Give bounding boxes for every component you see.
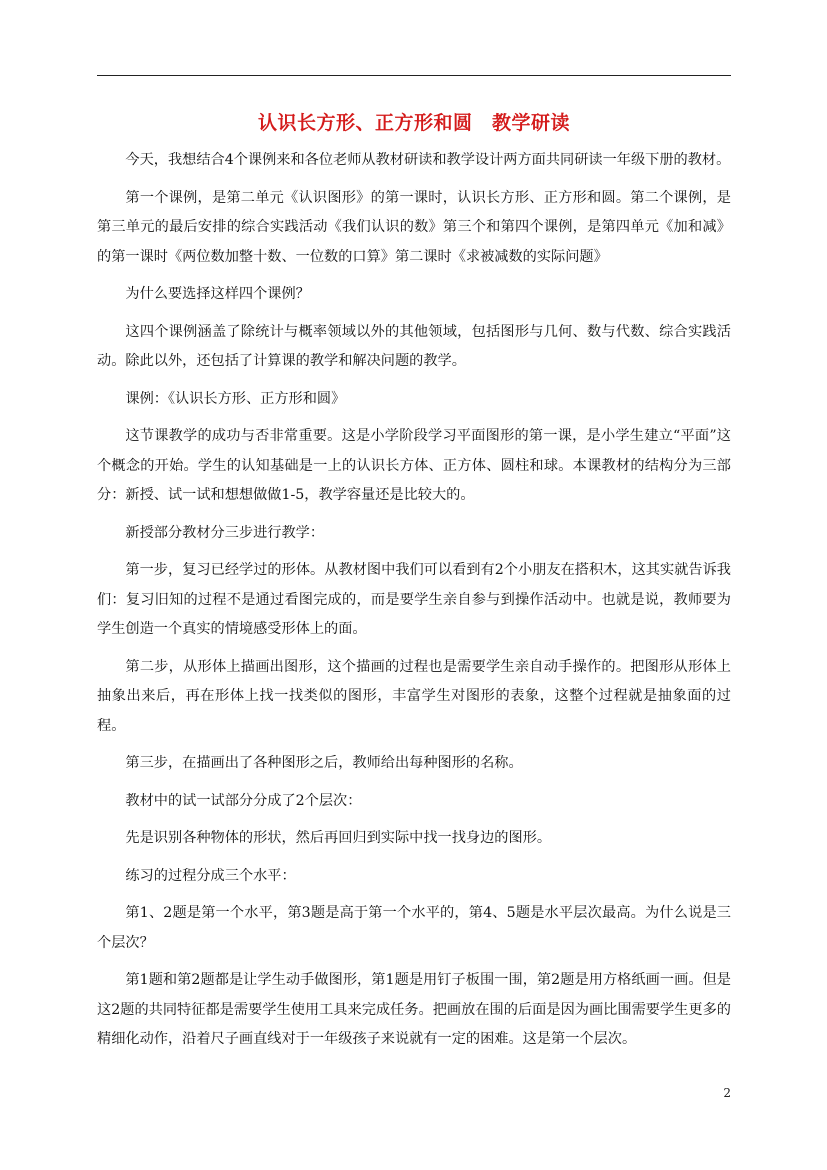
paragraph: 练习的过程分成三个水平：	[125, 867, 296, 884]
paragraph: 这四个课例涵盖了除统计与概率领域以外的其他领域，包括图形与几何、数与代数、综合实践活动。除此以外，还包括了计算课的教学和解决问题的教学。	[97, 323, 731, 369]
paragraph: 先是识别各种物体的形状，然后再回归到实际中找一找身边的图形。	[125, 830, 552, 846]
page-number: 2	[723, 1086, 731, 1100]
paragraph: 第1题和第2题都是让学生动手做图形，第1题是用钉子板围一围，第2题是用方格纸画一画。但是这2题的共同特征都是需要学生使用工具来完成任务。把画放在围的后面是因为画比围需要学生更多的精细化动作，沿着尺子画直线对于一年级孩子来说就有一定的困难。这是第一个层次。	[97, 972, 731, 1047]
paragraph: 为什么要选择这样四个课例？	[125, 286, 310, 302]
document-body	[97, 146, 731, 1063]
paragraph: 第一个课例，是第二单元《认识图形》的第一课时，认识长方形、正方形和圆。第二个课例，是第三单元的最后安排的综合实践活动《我们认识的数》第三个和第四个课例，是第四单元《加和减》的第一课时《两位数加整十数、一位数的口算》第二课时《求被减数的实际问题》	[97, 189, 731, 265]
paragraph: 教材中的试一试部分分成了2个层次：	[125, 792, 362, 809]
paragraph: 第三步，在描画出了各种图形之后，教师给出每种图形的名称。	[125, 755, 523, 771]
paragraph: 第1、2题是第一个水平，第3题是高于第一个水平的，第4、5题是水平层次最高。为什么说是三个层次？	[97, 905, 731, 951]
header-rule	[97, 75, 731, 76]
paragraph: 课例：《认识长方形、正方形和圆》	[125, 390, 346, 407]
paragraph: 今天，我想结合4个课例来和各位老师从教材研读和教学设计两方面共同研读一年级下册的教材。	[125, 152, 731, 168]
paragraph: 第一步，复习已经学过的形体。从教材图中我们可以看到有2个小朋友在搭积木，这其实就告诉我们：复习旧知的过程不是通过看图完成的，而是要学生亲自参与到操作活动中。也就是说，教师要为学生创造一个真实的情境感受形体上的面。	[97, 562, 731, 637]
document-title: 认识长方形、正方形和圆 教学研读	[257, 112, 570, 134]
paragraph: 第二步，从形体上描画出图形，这个描画的过程也是需要学生亲自动手操作的。把图形从形体上抽象出来后，再在形体上找一找类似的图形，丰富学生对图形的表象，这整个过程就是抽象面的过程。	[97, 658, 731, 734]
paragraph: 新授部分教材分三步进行教学：	[125, 524, 325, 541]
paragraph: 这节课教学的成功与否非常重要。这是小学阶段学习平面图形的第一课，是小学生建立“平面”这个概念的开始。学生的认知基础是一上的认识长方体、正方体、圆柱和球。本课教材的结构分为三部分：新授、试一试和想想做做1-5，教学容量还是比较大的。	[97, 428, 731, 503]
